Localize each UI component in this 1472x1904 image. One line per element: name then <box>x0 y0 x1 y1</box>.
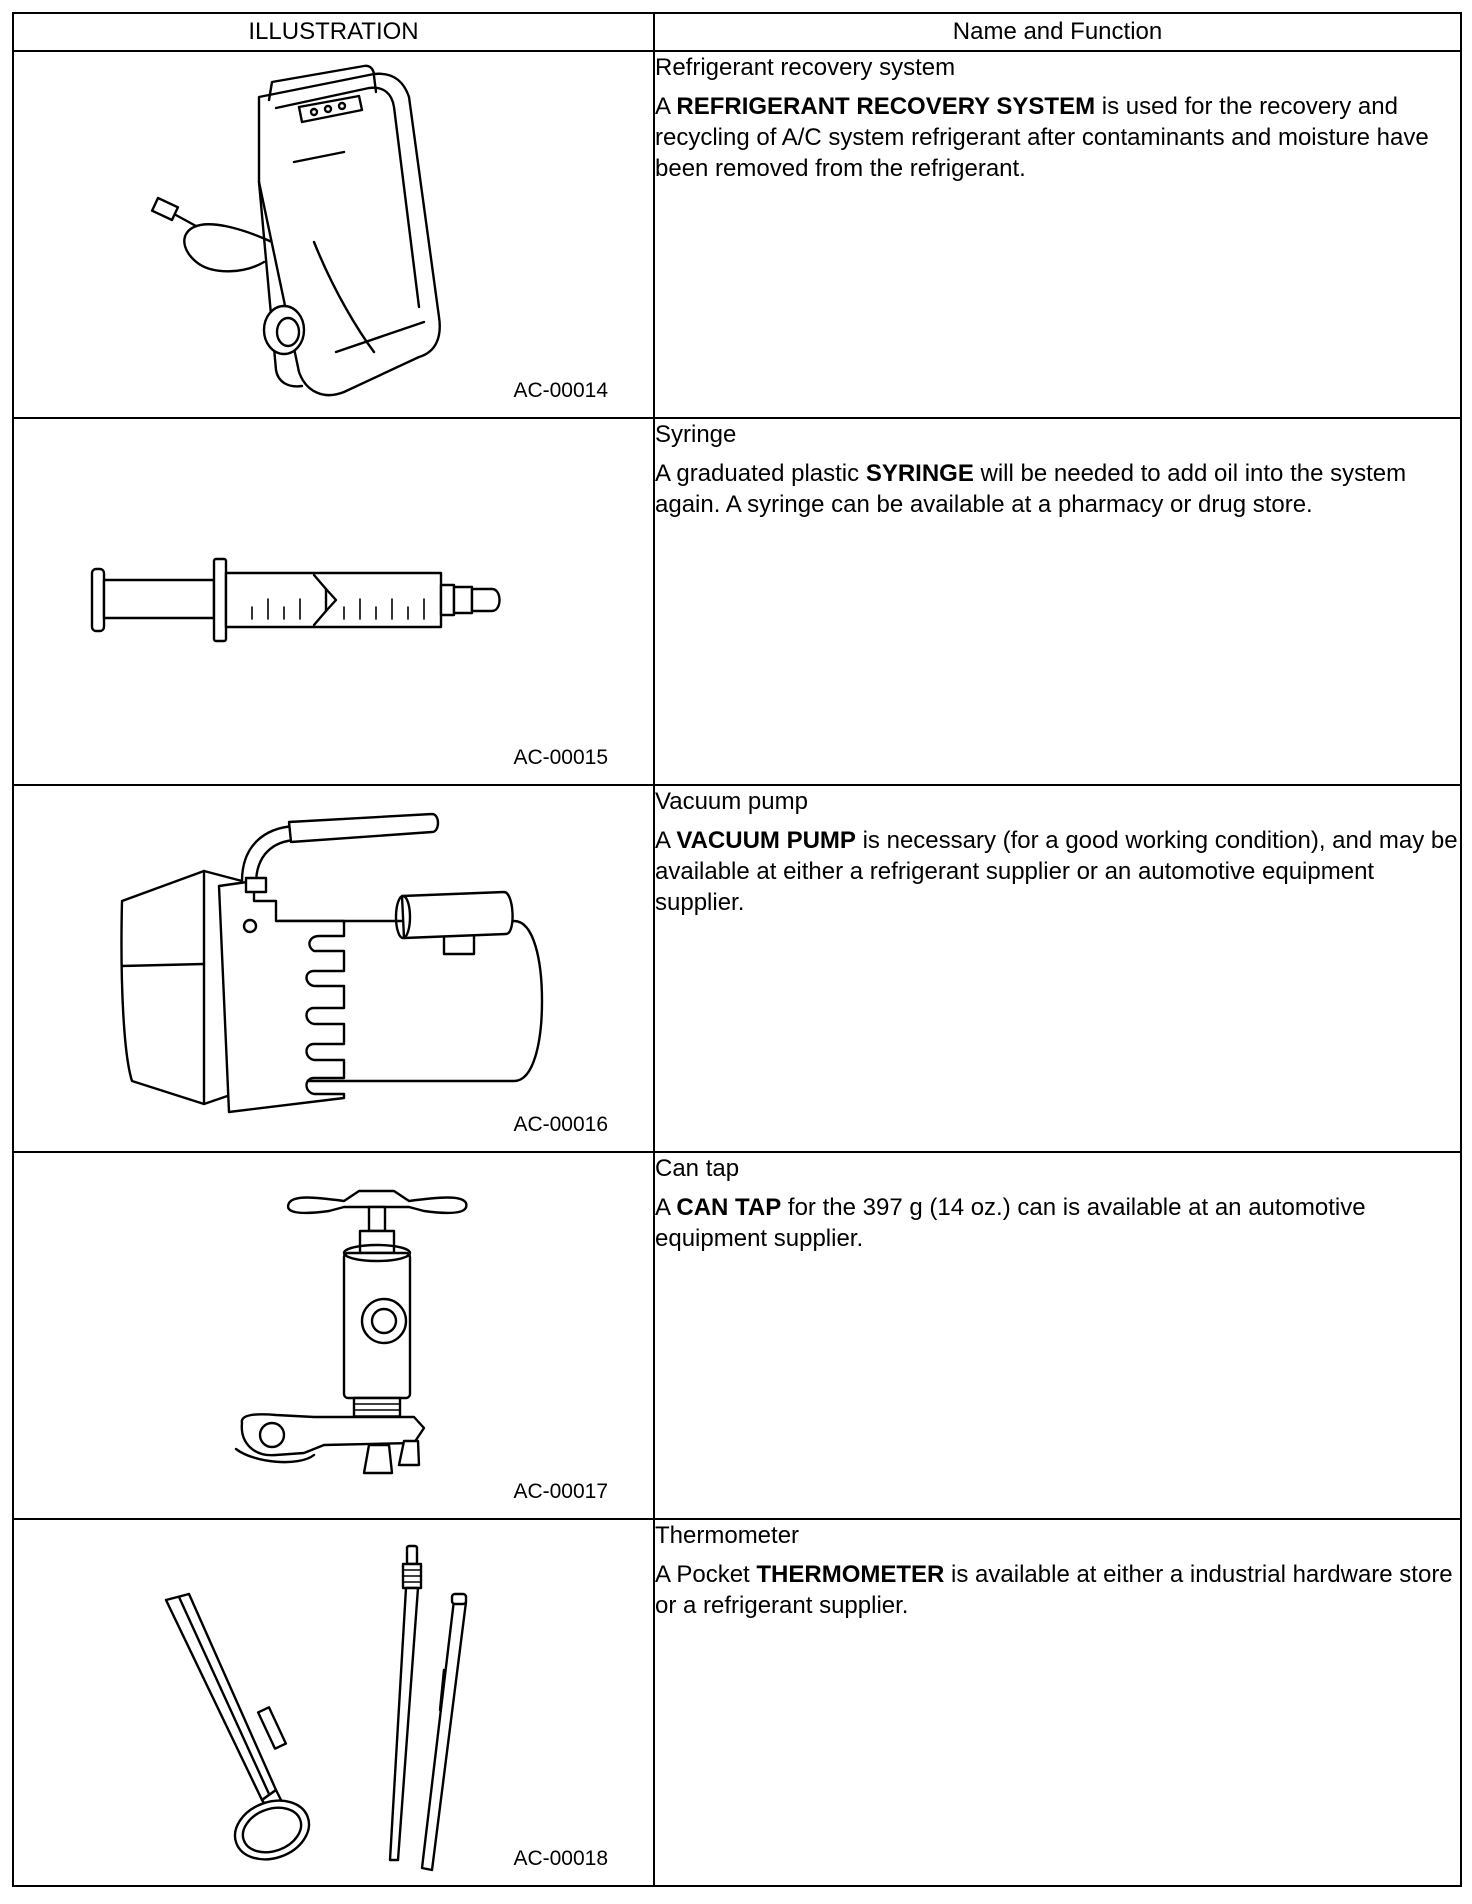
description-bold-term: CAN TAP <box>676 1194 782 1221</box>
syringe-icon <box>14 419 655 786</box>
description-bold-term: SYRINGE <box>865 460 974 487</box>
tool-description <box>655 825 1460 918</box>
illustration-cell <box>13 785 654 1152</box>
table-row <box>13 785 1461 1152</box>
description-bold-term: THERMOMETER <box>756 1561 945 1588</box>
illustration-cell <box>13 1519 654 1886</box>
tools-table <box>12 12 1462 1887</box>
can-tap-icon <box>14 1153 655 1520</box>
figure-code: AC-00018 <box>513 1847 608 1870</box>
tool-name: Syringe <box>655 421 737 448</box>
tool-name: Can tap <box>655 1155 740 1182</box>
illustration-header: ILLUSTRATION <box>13 13 654 51</box>
tool-name: Thermometer <box>655 1522 800 1549</box>
thermometer-icon <box>14 1520 655 1887</box>
name-function-header: Name and Function <box>654 13 1461 51</box>
description-cell <box>654 1519 1461 1886</box>
description-cell <box>654 785 1461 1152</box>
description-cell <box>654 1152 1461 1519</box>
table-row <box>13 1519 1461 1886</box>
table-row <box>13 418 1461 785</box>
tool-name: Vacuum pump <box>655 788 808 815</box>
tool-description <box>655 1559 1460 1621</box>
tool-name: Refrigerant recovery system <box>655 54 956 81</box>
description-bold-term: REFRIGERANT RECOVERY SYSTEM <box>676 93 1096 120</box>
description-cell <box>654 418 1461 785</box>
description-bold-term: VACUUM PUMP <box>676 827 856 854</box>
figure-code: AC-00014 <box>513 379 608 402</box>
table-row <box>13 51 1461 418</box>
figure-code: AC-00016 <box>513 1113 608 1136</box>
illustration-cell <box>13 1152 654 1519</box>
tool-description <box>655 91 1460 184</box>
figure-code: AC-00015 <box>513 746 608 769</box>
header-row <box>13 13 1461 51</box>
figure-code: AC-00017 <box>513 1480 608 1503</box>
tool-description <box>655 1192 1460 1254</box>
illustration-cell <box>13 418 654 785</box>
vacuum-pump-icon <box>14 786 655 1153</box>
description-text: will be needed to add oil into the system again. A syringe can be available at a pharmacy or drug store. <box>655 460 1407 518</box>
description-text: A graduated plastic <box>655 460 866 487</box>
description-cell <box>654 51 1461 418</box>
illustration-cell <box>13 51 654 418</box>
description-text: is necessary (for a good working condition), and may be available at either a refrigerant supplier or an automotive equipment supplier. <box>655 827 1458 916</box>
description-text: A <box>655 93 677 120</box>
description-text: A <box>655 827 677 854</box>
description-text: is used for the recovery and recycling of A/C system refrigerant after contaminants and moisture have been removed from the refrigerant. <box>655 93 1429 182</box>
recovery-machine-icon <box>14 52 655 419</box>
description-text: A Pocket <box>655 1561 757 1588</box>
description-text: A <box>655 1194 677 1221</box>
description-text: for the 397 g (14 oz.) can is available at an automotive equipment supplier. <box>655 1194 1366 1252</box>
description-text: is available at either a industrial hardware store or a refrigerant supplier. <box>655 1561 1453 1619</box>
table-row <box>13 1152 1461 1519</box>
tool-description <box>655 458 1460 520</box>
